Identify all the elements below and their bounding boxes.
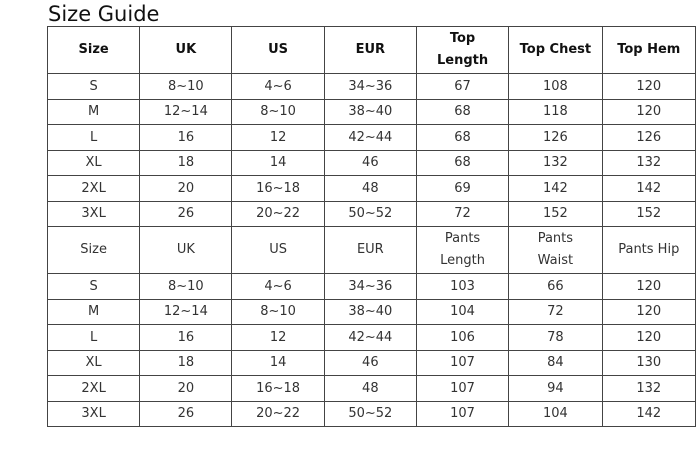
table-cell: 34~36 xyxy=(324,274,416,300)
table-cell: 48 xyxy=(324,376,416,402)
table-cell: 126 xyxy=(602,125,695,151)
table-cell: L xyxy=(48,125,140,151)
table-cell: 4~6 xyxy=(232,74,324,100)
table-cell: 142 xyxy=(602,176,695,202)
table-cell: 12~14 xyxy=(140,99,232,125)
table-cell: 26 xyxy=(140,401,232,427)
table-cell: 12 xyxy=(232,125,324,151)
table-row xyxy=(48,99,696,125)
table-cell: 66 xyxy=(509,274,602,300)
table-row xyxy=(48,201,696,227)
table-cell: 152 xyxy=(602,201,695,227)
header-cell: Size xyxy=(48,27,140,74)
table-row xyxy=(48,125,696,151)
table-cell: 120 xyxy=(602,299,695,325)
table-cell: 26 xyxy=(140,201,232,227)
header-cell: Pants Hip xyxy=(602,227,695,274)
table-cell: XL xyxy=(48,350,140,376)
table-cell: 68 xyxy=(416,99,508,125)
table-cell: 132 xyxy=(602,376,695,402)
table-cell: 8~10 xyxy=(140,74,232,100)
table-row xyxy=(48,74,696,100)
pants-header-row xyxy=(48,227,696,274)
table-cell: 34~36 xyxy=(324,74,416,100)
table-cell: 46 xyxy=(324,150,416,176)
page-title: Size Guide xyxy=(48,2,160,26)
table-cell: 67 xyxy=(416,74,508,100)
table-cell: 2XL xyxy=(48,176,140,202)
table-cell: 68 xyxy=(416,125,508,151)
table-cell: 132 xyxy=(602,150,695,176)
header-cell: Top Hem xyxy=(602,27,695,74)
table-cell: 107 xyxy=(416,350,508,376)
table-cell: 50~52 xyxy=(324,201,416,227)
table-cell: 18 xyxy=(140,150,232,176)
table-cell: 120 xyxy=(602,99,695,125)
table-cell: 50~52 xyxy=(324,401,416,427)
table-cell: 42~44 xyxy=(324,325,416,351)
table-cell: 69 xyxy=(416,176,508,202)
table-row xyxy=(48,274,696,300)
table-cell: 2XL xyxy=(48,376,140,402)
table-cell: 107 xyxy=(416,401,508,427)
table-cell: 20 xyxy=(140,176,232,202)
header-cell: EUR xyxy=(324,227,416,274)
table-cell: 126 xyxy=(509,125,602,151)
table-cell: 84 xyxy=(509,350,602,376)
table-cell: 16 xyxy=(140,325,232,351)
table-cell: 103 xyxy=(416,274,508,300)
header-cell: UK xyxy=(140,27,232,74)
table-cell: 3XL xyxy=(48,401,140,427)
table-cell: 106 xyxy=(416,325,508,351)
table-cell: 104 xyxy=(416,299,508,325)
table-cell: 142 xyxy=(509,176,602,202)
table-cell: 8~10 xyxy=(140,274,232,300)
table-cell: 38~40 xyxy=(324,299,416,325)
header-cell: Top Chest xyxy=(509,27,602,74)
table-cell: 132 xyxy=(509,150,602,176)
table-cell: M xyxy=(48,299,140,325)
header-cell: Size xyxy=(48,227,140,274)
top-header-row xyxy=(48,27,696,74)
table-cell: 12~14 xyxy=(140,299,232,325)
table-cell: 120 xyxy=(602,74,695,100)
table-cell: 38~40 xyxy=(324,99,416,125)
table-row xyxy=(48,150,696,176)
table-cell: 14 xyxy=(232,350,324,376)
table-cell: 18 xyxy=(140,350,232,376)
table-cell: 20~22 xyxy=(232,401,324,427)
table-cell: S xyxy=(48,74,140,100)
header-cell: Pants Length xyxy=(416,227,508,274)
table-cell: 16 xyxy=(140,125,232,151)
table-row xyxy=(48,325,696,351)
table-cell: 152 xyxy=(509,201,602,227)
table-row xyxy=(48,350,696,376)
table-cell: 4~6 xyxy=(232,274,324,300)
header-cell: Top Length xyxy=(416,27,508,74)
header-cell: UK xyxy=(140,227,232,274)
table-row xyxy=(48,176,696,202)
table-cell: 108 xyxy=(509,74,602,100)
table-row xyxy=(48,299,696,325)
size-table-viewport xyxy=(47,26,681,438)
table-cell: 107 xyxy=(416,376,508,402)
table-cell: 16~18 xyxy=(232,176,324,202)
table-cell: 118 xyxy=(509,99,602,125)
table-row xyxy=(48,376,696,402)
table-cell: 16~18 xyxy=(232,376,324,402)
table-cell: XL xyxy=(48,150,140,176)
table-cell: 120 xyxy=(602,274,695,300)
header-cell: Pants Waist xyxy=(509,227,602,274)
table-cell: 20~22 xyxy=(232,201,324,227)
table-cell: 14 xyxy=(232,150,324,176)
table-cell: M xyxy=(48,99,140,125)
table-cell: 72 xyxy=(416,201,508,227)
table-cell: 12 xyxy=(232,325,324,351)
table-cell: 142 xyxy=(602,401,695,427)
table-cell: 68 xyxy=(416,150,508,176)
table-cell: 20 xyxy=(140,376,232,402)
table-cell: 3XL xyxy=(48,201,140,227)
size-table xyxy=(47,26,696,427)
header-cell: EUR xyxy=(324,27,416,74)
table-cell: 94 xyxy=(509,376,602,402)
table-cell: 48 xyxy=(324,176,416,202)
header-cell: US xyxy=(232,27,324,74)
header-cell: US xyxy=(232,227,324,274)
table-cell: 104 xyxy=(509,401,602,427)
table-cell: 46 xyxy=(324,350,416,376)
table-cell: 120 xyxy=(602,325,695,351)
table-cell: L xyxy=(48,325,140,351)
table-cell: 42~44 xyxy=(324,125,416,151)
table-cell: 130 xyxy=(602,350,695,376)
table-cell: S xyxy=(48,274,140,300)
table-cell: 72 xyxy=(509,299,602,325)
table-cell: 8~10 xyxy=(232,99,324,125)
table-cell: 8~10 xyxy=(232,299,324,325)
table-cell: 78 xyxy=(509,325,602,351)
table-row xyxy=(48,401,696,427)
